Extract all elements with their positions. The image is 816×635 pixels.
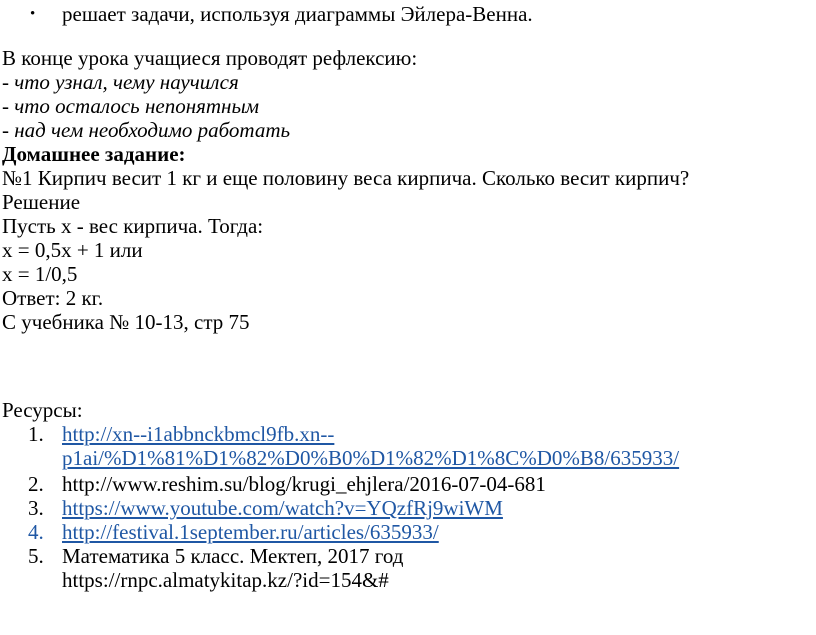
- reflection-intro: В конце урока учащиеся проводят рефлексию:: [2, 46, 418, 70]
- reflection-item-1: - что узнал, чему научился: [2, 70, 239, 94]
- resource-number: 2.: [28, 472, 44, 496]
- textbook-reference: С учебника № 10-13, стр 75: [2, 310, 250, 334]
- resource-text-2: http://www.reshim.su/blog/krugi_ehjlera/2016-07-04-681: [62, 472, 546, 496]
- reflection-item-3: - над чем необходимо работать: [2, 118, 291, 142]
- resource-link-3[interactable]: https://www.youtube.com/watch?v=YQzfRj9wiWM: [62, 496, 503, 520]
- top-bullet-item: [0, 2, 816, 26]
- answer-line: Ответ: 2 кг.: [2, 286, 104, 310]
- resources-heading: Ресурсы:: [2, 398, 83, 422]
- solution-label: Решение: [2, 190, 81, 214]
- resource-number: 4.: [28, 520, 44, 544]
- solution-line-2: х = 0,5х + 1 или: [2, 238, 143, 262]
- homework-problem: №1 Кирпич весит 1 кг и еще половину веса кирпича. Сколько весит кирпич?: [2, 166, 690, 190]
- resource-item-5: [0, 544, 816, 592]
- resource-item-4: [0, 520, 816, 544]
- resource-link-1-part-1[interactable]: http://xn--i1abbnckbmcl9fb.xn--: [62, 422, 335, 446]
- resource-text-5: Математика 5 класс. Мектеп, 2017 год: [62, 544, 404, 568]
- resource-number: 3.: [28, 496, 44, 520]
- homework-heading: Домашнее задание:: [2, 142, 186, 166]
- solution-line-3: х = 1/0,5: [2, 262, 78, 286]
- resource-link-1-part-2[interactable]: p1ai/%D1%81%D1%82%D0%B0%D1%82%D1%8C%D0%B8/635933/: [62, 446, 680, 470]
- resource-number: 1.: [28, 422, 44, 446]
- resource-item-3: [0, 496, 816, 520]
- resource-item-2: [0, 472, 816, 496]
- resource-number: 5.: [28, 544, 44, 568]
- bullet-text: решает задачи, используя диаграммы Эйлера-Венна.: [62, 2, 533, 26]
- reflection-item-2: - что осталось непонятным: [2, 94, 260, 118]
- resource-link-4[interactable]: http://festival.1september.ru/articles/635933/: [62, 520, 439, 544]
- resource-item-1: [0, 422, 816, 470]
- solution-line-1: Пусть х - вес кирпича. Тогда:: [2, 214, 264, 238]
- resource-url-5: https://rnpc.almatykitap.kz/?id=154&#: [62, 568, 389, 592]
- bullet-marker: •: [30, 6, 36, 22]
